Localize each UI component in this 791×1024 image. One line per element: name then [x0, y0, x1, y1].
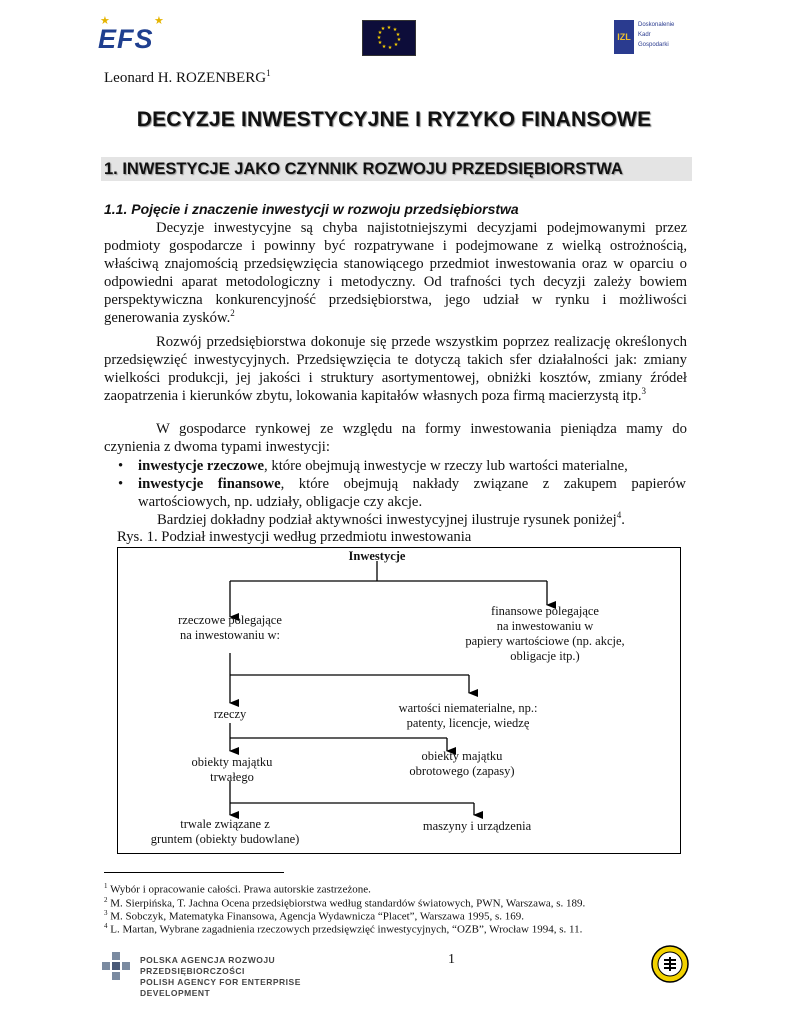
paragraph-text: .	[621, 512, 625, 528]
footnote-text: Wybór i opracowanie całości. Prawa autorskie zastrzeżone.	[110, 883, 371, 896]
node-line: obrotowego (zapasy)	[409, 764, 515, 778]
footnote-ref[interactable]: 3	[641, 386, 647, 397]
paragraph-text: Decyzje inwestycyjne są chyba najistotniejszymi decyzjami podejmowanymi przez podmioty gospodarcze i powinny być rozpatrywane i podejmowane z wielką ostrożnością, właściwą znajomością przedsięwzięcia stanowiącego przedmiot inwestowania oraz w oparciu o odpowiedni aparat metodologiczny i metodyczny. Od trafności tych decyzji zależy bowiem perspektywiczna konkurencyjność przedsiębiorstwa, jego udział w rynku i możliwości generowania zysków.	[104, 220, 687, 326]
subsection-heading: 1.1. Pojęcie i znaczenie inwestycji w rozwoju przedsiębiorstwa	[104, 201, 519, 217]
footnote-ref[interactable]: 2	[230, 308, 235, 319]
node-grunt	[125, 817, 325, 847]
parp-logo	[102, 952, 372, 998]
seal-icon	[651, 945, 689, 983]
svg-text:★: ★	[380, 26, 386, 32]
eu-flag-icon	[362, 20, 416, 56]
node-line: rzeczowe polegające	[178, 613, 282, 627]
footnote-ref[interactable]: 1	[266, 68, 271, 78]
bullet-icon: •	[118, 476, 124, 492]
paragraph-text: Bardziej dokładny podział aktywności inwestycyjnej ilustruje rysunek poniżej	[157, 512, 617, 528]
node-trwale	[157, 755, 307, 785]
parp-logo-text	[140, 955, 372, 999]
efs-logo-text: EFS	[98, 24, 154, 54]
node-finansowe	[435, 604, 655, 664]
bullet-text: , które obejmują inwestycje w rzeczy lub wartości materialne,	[264, 458, 628, 474]
izl-text-line: Doskonalenie	[638, 22, 675, 28]
node-rzeczy: rzeczy	[213, 707, 247, 721]
svg-text:★: ★	[396, 37, 402, 43]
efs-logo	[98, 14, 164, 54]
node-maszyny: maszyny i urządzenia	[422, 819, 532, 833]
paragraph	[104, 219, 687, 327]
node-rzeczowe	[145, 613, 315, 643]
footnote-text: M. Sierpińska, T. Jachna Ocena przedsiębiorstwa według standardów światowych, PWN, Warszawa, s. 189.	[110, 897, 586, 910]
node-line: patenty, licencje, wiedzę	[406, 716, 530, 730]
parp-mark-icon	[102, 952, 132, 980]
section-heading: 1. INWESTYCJE JAKO CZYNNIK ROZWOJU PRZEDSIĘBIORSTWA	[101, 157, 692, 181]
node-line: wartości niematerialne, np.:	[398, 701, 538, 715]
paragraph-text: W gospodarce rynkowej ze względu na formy inwestowania pieniądza mamy do czynienia z dwoma typami inwestycji:	[104, 421, 687, 455]
node-line: papiery wartościowe (np. akcje,	[465, 634, 625, 648]
paragraph	[104, 333, 687, 405]
izl-text-line: Gospodarki	[638, 42, 669, 48]
author-name-text: Leonard H. ROZENBERG	[104, 70, 267, 86]
svg-text:★: ★	[386, 25, 392, 31]
node-line: trwałego	[210, 770, 254, 784]
node-line: trwale związane z	[180, 817, 270, 831]
node-niematerialne	[363, 701, 573, 731]
paragraph	[157, 511, 687, 529]
paragraph-text: Rozwój przedsiębiorstwa dokonuje się przede wszystkim poprzez realizację określonych przedsięwzięć inwestycyjnych. Przedsięwzięcia te dotyczą takich sfer działalności jak: zmiany wielkości produkcji, jej jakości i struktury asortymentowej, obniżki kosztów, zmiany źródeł zaopatrzenia i kierunków zbytu, lokowania kapitałów własnych poza firmą macierzystą itp.	[104, 334, 687, 404]
parp-line: POLSKA AGENCJA ROZWOJU PRZEDSIĘBIORCZOŚCI	[140, 955, 276, 976]
footnote-number: 2	[104, 896, 108, 904]
node-line: finansowe polegające	[491, 604, 599, 618]
svg-text:★: ★	[387, 45, 393, 51]
footnote-number: 1	[104, 882, 108, 890]
footnote-number: 4	[104, 922, 108, 930]
svg-text:★: ★	[377, 30, 383, 36]
footnote-divider	[104, 872, 284, 873]
node-line: obiekty majątku	[421, 749, 503, 763]
izl-logo	[614, 20, 694, 54]
page-title: DECYZJE INWESTYCYJNE I RYZYKO FINANSOWE	[136, 108, 652, 131]
node-line: na inwestowaniu w:	[180, 628, 280, 642]
izl-text-line: Kadr	[638, 32, 651, 38]
footnote-text: M. Sobczyk, Matematyka Finansowa, Agencja Wydawnicza “Placet”, Warszawa 1995, s. 169.	[110, 910, 525, 923]
paragraph	[104, 420, 687, 456]
svg-text:★: ★	[395, 32, 401, 38]
bullet-term: inwestycje rzeczowe	[138, 458, 264, 474]
author-name	[104, 68, 271, 87]
izl-logo-text	[638, 20, 698, 50]
izl-logo-mark: IZL	[614, 20, 634, 54]
svg-text:★: ★	[392, 27, 398, 33]
footnote-text: L. Martan, Wybrane zagadnienia rzeczowych przedsięwzięć inwestycyjnych, “OZB”, Wrocław 1994, s. 11.	[110, 923, 583, 936]
svg-text:★: ★	[376, 35, 382, 41]
bullet-icon: •	[118, 458, 124, 474]
svg-text:★: ★	[381, 44, 387, 50]
node-line: gruntem (obiekty budowlane)	[150, 832, 300, 846]
node-line: na inwestowaniu w	[496, 619, 594, 633]
node-inwestycje: Inwestycje	[348, 549, 406, 563]
svg-text:★: ★	[377, 40, 383, 46]
footnote	[104, 920, 582, 937]
bullet-text: , które obejmują nakłady związane z zakupem papierów wartościowych, np. udziały, obligacje czy akcje.	[138, 476, 686, 510]
figure-caption: Rys. 1. Podział inwestycji według przedmiotu inwestowania	[117, 529, 472, 545]
node-line: obligacje itp.)	[510, 649, 580, 663]
page-number: 1	[448, 952, 455, 967]
star-icon: ★	[100, 15, 110, 27]
svg-text:★: ★	[393, 42, 399, 48]
star-icon: ★	[154, 15, 164, 27]
bullet-term: inwestycje finansowe	[138, 476, 281, 492]
node-line: obiekty majątku	[191, 755, 273, 769]
footnote-ref[interactable]: 4	[616, 510, 622, 521]
parp-line: POLISH AGENCY FOR ENTERPRISE DEVELOPMENT	[140, 977, 301, 998]
investment-diagram	[117, 547, 681, 855]
node-obrotowe	[377, 749, 547, 779]
footnote-number: 3	[104, 909, 108, 917]
